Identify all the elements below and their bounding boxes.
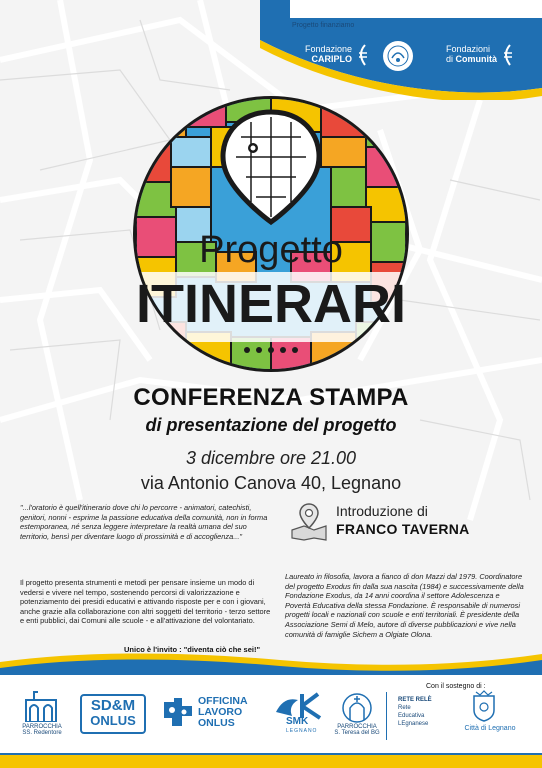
sdm-line1: SD&M: [90, 697, 136, 714]
logo-title-line2: ITINERARI: [136, 274, 406, 334]
parrocchia-teresa-label: [330, 724, 384, 736]
map-pin-icon: [288, 500, 330, 542]
fondazioni-comunita-logo: [446, 44, 498, 64]
event-date: 3 dicembre ore 21.00: [185, 448, 357, 468]
event-place: via Antonio Canova 40, Legnano: [140, 473, 402, 493]
comunita-line1: Fondazioni: [446, 44, 491, 54]
speaker-name: FRANCO TAVERNA: [336, 521, 470, 537]
parrocchia-redentore-label: [18, 724, 66, 736]
rete-line2: Rete: [398, 705, 411, 711]
parrocchia1-line1: PARROCCHIA: [22, 724, 62, 730]
citta-legnano-label: Città di Legnano: [464, 725, 516, 732]
comunita-line2a: di: [446, 54, 456, 64]
comunita-mark-icon: [500, 44, 514, 66]
sdm-onlus-logo: [80, 694, 146, 734]
rete-line3: Educativa: [398, 713, 425, 719]
legnano-crest-icon: [470, 690, 498, 722]
footer-divider: [386, 692, 387, 740]
parrocchia-redentore-icon: [24, 690, 58, 722]
rete-line4: LEgnanese: [398, 721, 429, 727]
smk-label: SMK: [286, 716, 309, 727]
officina-line2: LAVORO: [198, 706, 243, 718]
cariplo-line1: Fondazione: [304, 44, 352, 54]
logo-title-line1: Progetto: [199, 229, 343, 271]
project-description: Il progetto presenta strumenti e metodi per pensare insieme un modo di vedersi e vivere nel tempo, sostenendo percorsi di valorizzazione e potenziamento dei presidi educativi e attivando risposte per e con i giovani, anche grazie alla collaborazione con altri soggetti del territorio - terzo settore e enti pubblici, dai Comuni alle scuole - e all'attivazione del volontariato.: [20, 578, 271, 626]
rete-line1: RETE RELÈ: [398, 697, 432, 703]
funding-label: Progetto finanziamo: [292, 22, 355, 29]
event-subtitle: di presentazione del progetto: [145, 415, 397, 435]
event-title: CONFERENZA STAMPA: [133, 384, 409, 411]
invite-text: Unico è l'invito : "diventa ciò che sei!": [124, 645, 261, 654]
comunita-line2b: Comunità: [455, 54, 498, 64]
visitare-piccoli-logo: [382, 40, 414, 72]
fondazione-cariplo-logo: [292, 44, 352, 64]
support-label: Con il sostegno di :: [426, 683, 486, 690]
parrocchia-teresa-icon: [340, 692, 374, 724]
parrocchia2-line1: PARROCCHIA: [337, 724, 377, 730]
smk-sublabel: LEGNANO: [286, 728, 318, 734]
intro-label: Introduzione di: [336, 503, 428, 519]
officina-lavoro-label: [198, 696, 248, 729]
cariplo-line2: CARIPLO: [311, 54, 352, 64]
sdm-line2: ONLUS: [90, 713, 136, 728]
speaker-bio: Laureato in filosofia, lavora a fianco di don Mazzi dal 1979. Coordinatore del progetto Exodus fin dalla sua nascita (1984) e successivamente della Fondazione Exodus, da 14 anni coordina il settore Adolescenza e Povertà Educativa della stessa Fondazione. È responsabile di numerosi progetti locali e nazionali con scuole e enti territoriali. È presidente della Associazione Semi di Melo, autore di diverse pubblicazioni e vive nella comunità di famiglie Sichem a Olgiate Olona.: [285, 572, 524, 639]
officina-line1: OFFICINA: [198, 695, 248, 707]
quote-text: "...l'oratorio è quell'itinerario dove chi lo percorre - animatori, catechisti, genitori, nonni - esprime la passione educativa della comunità, non in forma estemporanea, né senza leggere interpretare la realtà umana del suo territorio, bensì per diventare luogo di prossimità e di accoglienza...": [20, 503, 268, 541]
itinerari-logo: [131, 92, 411, 377]
parrocchia2-line2: S. Teresa del BG: [334, 730, 380, 736]
rete-rele-logo: [398, 696, 432, 728]
officina-line3: ONLUS: [198, 717, 235, 729]
parrocchia1-line2: SS. Redentore: [22, 730, 62, 736]
officina-lavoro-icon: [160, 696, 196, 730]
cariplo-mark-icon: [355, 44, 369, 66]
